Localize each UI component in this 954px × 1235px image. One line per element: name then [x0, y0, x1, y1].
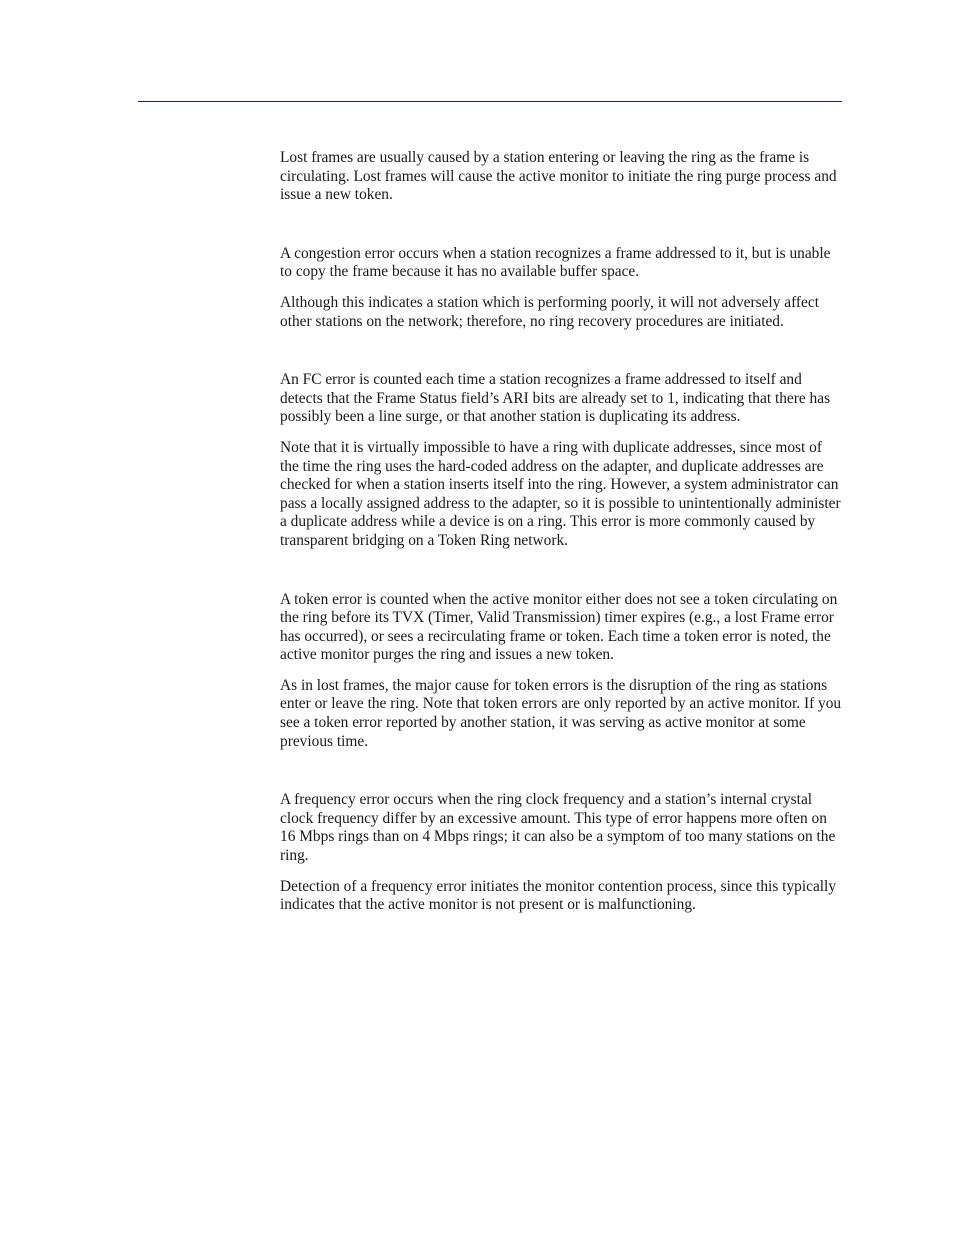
- paragraph-duplicate-addresses: Note that it is virtually impossible to have a ring with duplicate addresses, since most of the time the ring uses the hard-coded address on the adapter, and duplicate addresses are checked for when a station inserts itself into the ring. However, a system administrator can pass a locally assigned address to the adapter, so it is possible to unintentionally administer a duplicate address while a device is on a ring. This error is more commonly caused by transparent bridging on a Token Ring network.: [280, 438, 841, 549]
- paragraph-token-error: A token error is counted when the active monitor either does not see a token circulating on the ring before its TVX (Timer, Valid Transmission) timer expires (e.g., a lost Frame error has occurred), or sees a recirculating frame or token. Each time a token error is noted, the active monitor purges the ring and issues a new token.: [280, 590, 838, 664]
- header-rule: [138, 101, 842, 102]
- paragraph-lost-frames: Lost frames are usually caused by a station entering or leaving the ring as the frame is circulating. Lost frames will cause the active monitor to initiate the ring purge process and issue a new token.: [280, 149, 837, 204]
- token-error-section: [280, 591, 842, 752]
- paragraph-frequency-detection: Detection of a frequency error initiates the monitor contention process, since this typically indicates that the active monitor is not present or is malfunctioning.: [280, 877, 837, 914]
- fc-error-section: [280, 371, 842, 550]
- congestion-error-section: [280, 245, 842, 331]
- paragraph-token-error-cause: As in lost frames, the major cause for token errors is the disruption of the ring as stations enter or leave the ring. Note that token errors are only reported by an active monitor. If you see a token error reported by another station, it was serving as active monitor at some previous time.: [280, 676, 842, 750]
- frequency-error-section: [280, 791, 842, 915]
- paragraph-congestion-error: A congestion error occurs when a station recognizes a frame addressed to it, but is unable to copy the frame because it has no available buffer space.: [280, 244, 831, 281]
- paragraph-fc-error: An FC error is counted each time a station recognizes a frame addressed to itself and detects that the Frame Status field’s ARI bits are already set to 1, indicating that there has possibly been a line surge, or that another station is duplicating its address.: [280, 371, 831, 426]
- document-body: [280, 149, 842, 915]
- lost-frames-section: [280, 149, 842, 205]
- paragraph-frequency-error: A frequency error occurs when the ring clock frequency and a station’s internal crystal clock frequency differ by an excessive amount. This type of error happens more often on 16 Mbps rings than on 4 Mbps rings; it can also be a symptom of too many stations on the ring.: [280, 791, 836, 865]
- paragraph-congestion-impact: Although this indicates a station which is performing poorly, it will not adversely affect other stations on the network; therefore, no ring recovery procedures are initiated.: [280, 293, 819, 330]
